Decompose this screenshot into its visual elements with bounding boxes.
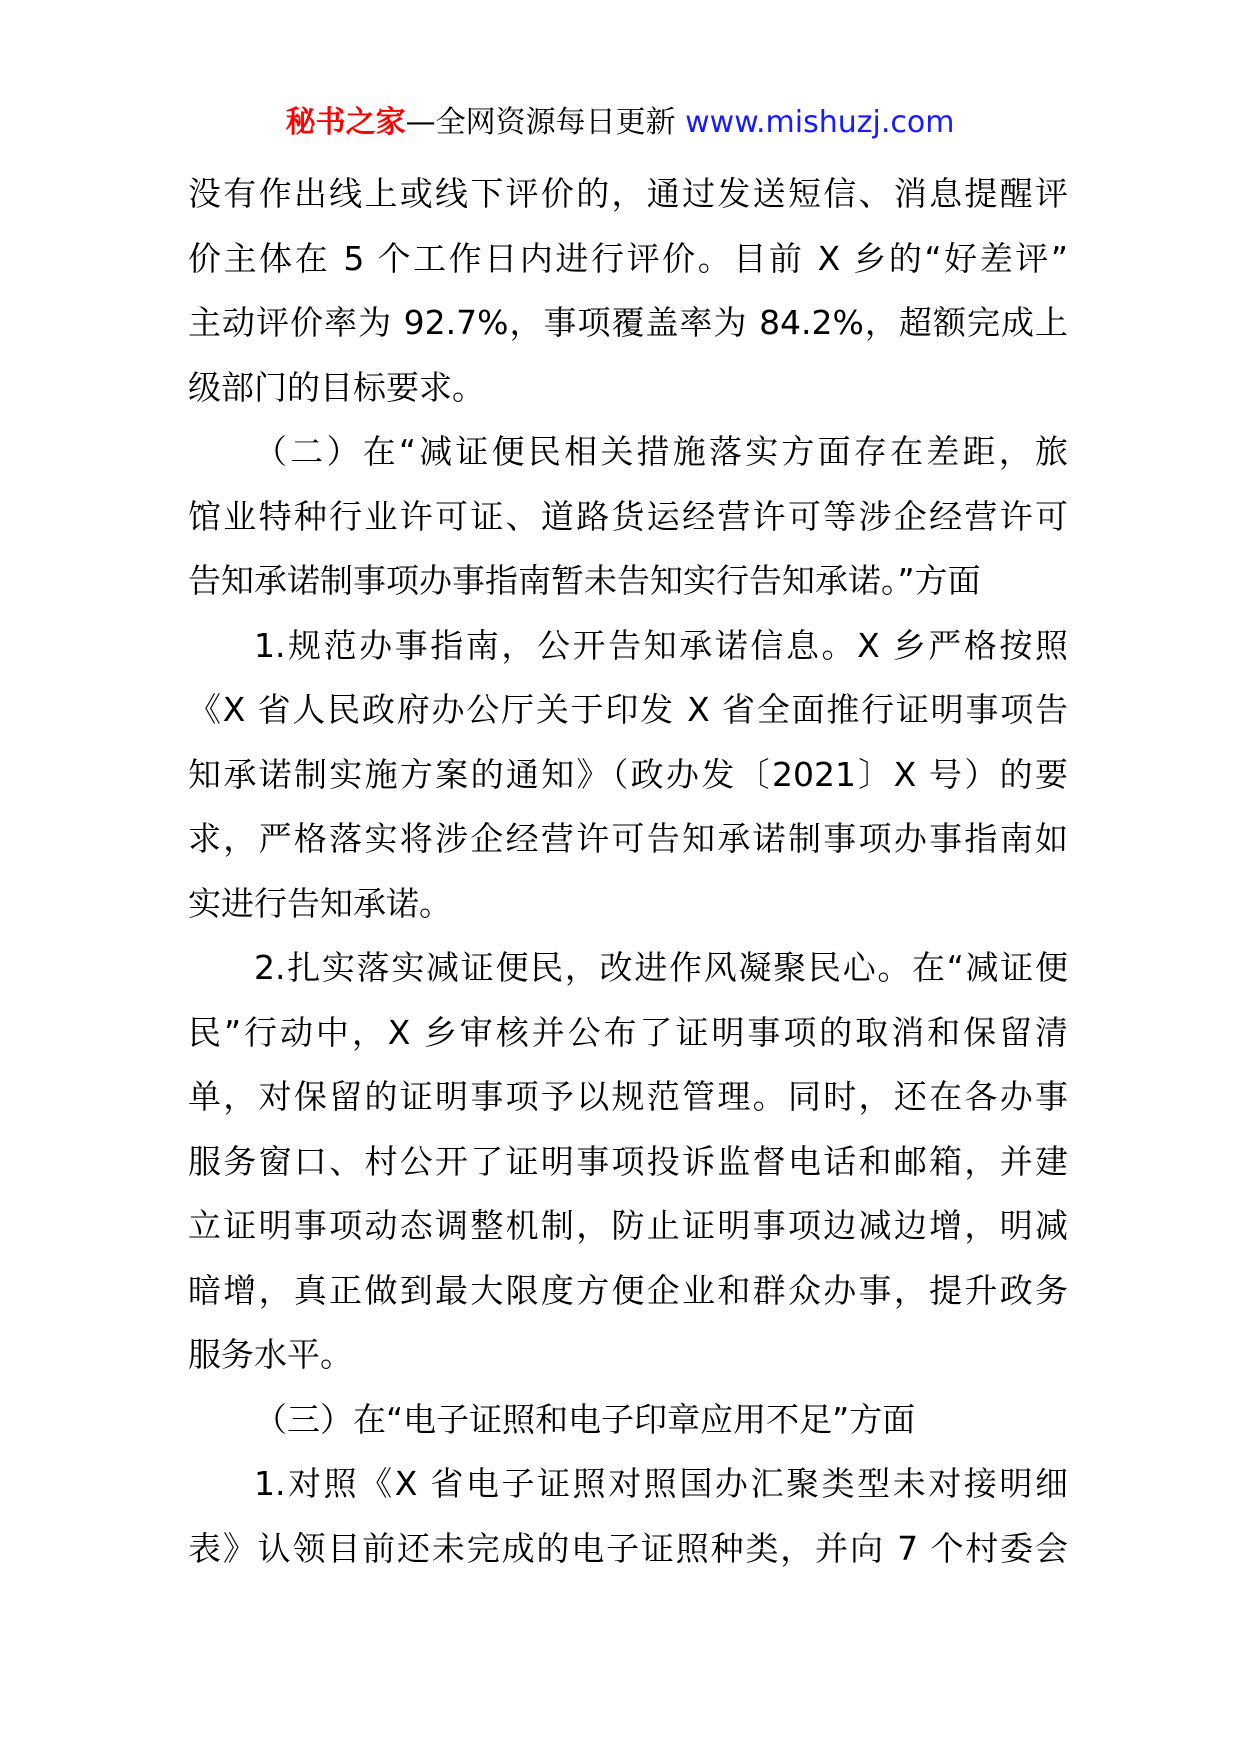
brand-name: 秘书之家	[285, 105, 406, 140]
section-heading-3: （三）在“电子证照和电子印章应用不足”方面	[254, 1399, 916, 1439]
text-line: 表》认领目前还未完成的电子证照种类，并向 7 个村委会	[188, 1528, 1068, 1568]
text-line: 服务窗口、村公开了证明事项投诉监督电话和邮箱，并建	[188, 1141, 1068, 1181]
text-line: 服务水平。	[188, 1335, 353, 1374]
text-line: 实进行告知承诺。	[188, 883, 452, 923]
text-line: 暗增，真正做到最大限度方便企业和群众办事，提升政务	[188, 1270, 1068, 1310]
text-line: 知承诺制实施方案的通知》（政办发〔2021〕X 号）的要	[188, 754, 1068, 794]
paragraph-start: 1.规范办事指南，公开告知承诺信息。X 乡严格按照	[254, 625, 1068, 665]
text-line: 立证明事项动态调整机制，防止证明事项边减边增，明减	[188, 1206, 1068, 1245]
text-line: 没有作出线上或线下评价的，通过发送短信、消息提醒评	[188, 174, 1068, 213]
paragraph-start: 2.扎实落实减证便民，改进作风凝聚民心。在“减证便	[254, 948, 1068, 987]
text-line: 主动评价率为 92.7%，事项覆盖率为 84.2%，超额完成上	[188, 303, 1068, 342]
section-heading-2: （二）在“减证便民相关措施落实方面存在差距，旅	[254, 432, 1068, 471]
paragraph-start: 1.对照《X 省电子证照对照国办汇聚类型未对接明细	[254, 1464, 1068, 1503]
text-line: 民”行动中，X 乡审核并公布了证明事项的取消和保留清	[188, 1012, 1068, 1052]
text-line: 《X 省人民政府办公厅关于印发 X 省全面推行证明事项告	[188, 690, 1068, 729]
text-line: 告知承诺制事项办事指南暂未告知实行告知承诺。”方面	[188, 561, 981, 600]
text-line: 价主体在 5 个工作日内进行评价。目前 X 乡的“好差评”	[188, 238, 1068, 278]
text-line: 求，严格落实将涉企经营许可告知承诺制事项办事指南如	[188, 819, 1068, 858]
site-header	[0, 101, 1240, 145]
text-line: 单，对保留的证明事项予以规范管理。同时，还在各办事	[188, 1077, 1068, 1116]
document-body	[188, 162, 1068, 1581]
header-slogan: —全网资源每日更新	[405, 105, 686, 140]
site-url[interactable]: www.mishuzj.com	[685, 105, 955, 140]
text-line: 级部门的目标要求。	[188, 367, 485, 407]
text-line: 馆业特种行业许可证、道路货运经营许可等涉企经营许可	[188, 496, 1068, 536]
